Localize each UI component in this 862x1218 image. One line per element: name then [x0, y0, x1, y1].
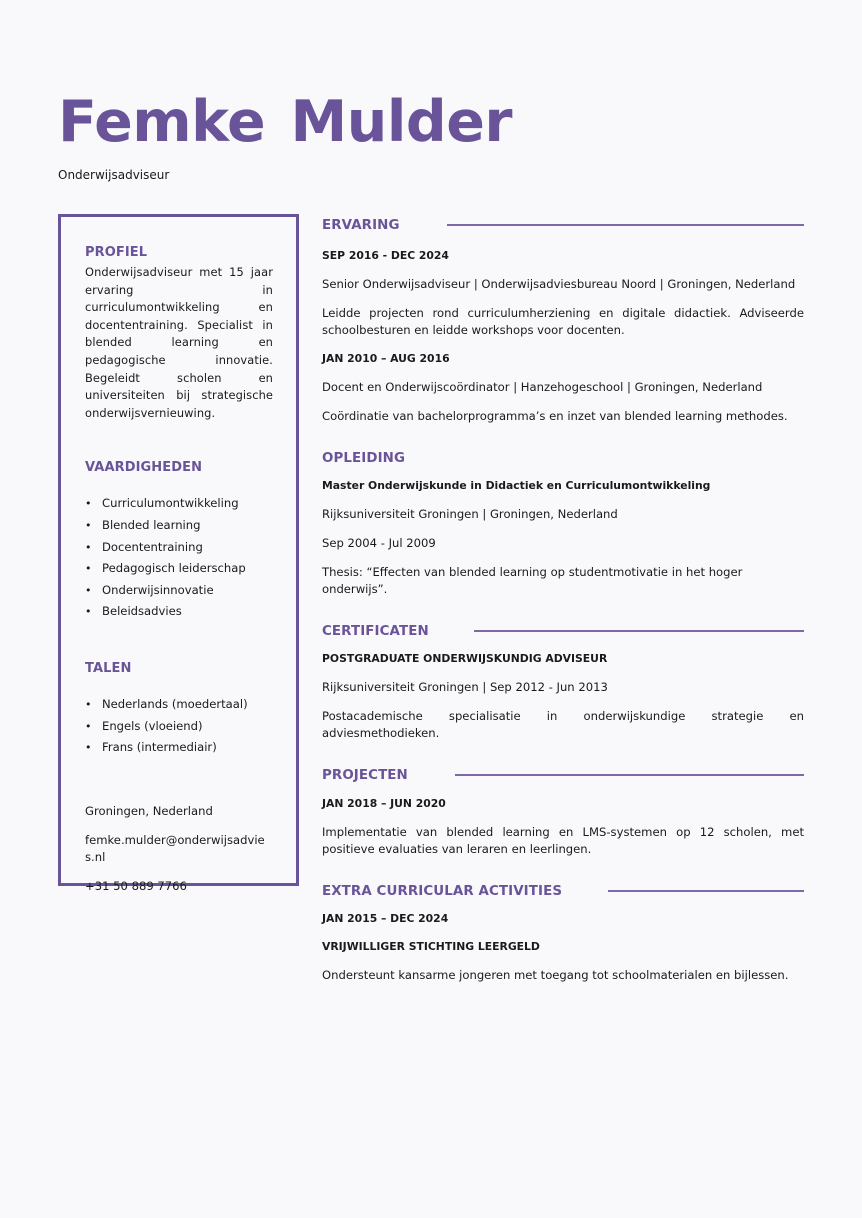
languages-list: [85, 694, 273, 759]
list-item: • Curriculumontwikkeling: [85, 493, 273, 515]
education-header: [322, 447, 804, 469]
list-item: • Blended learning: [85, 515, 273, 537]
list-item: • Onderwijsinnovatie: [85, 580, 273, 602]
profile-text: Onderwijsadviseur met 15 jaar ervaring in curriculumontwikkeling en docententraining. Specialist in blended learning en pedagogische innovatie. Begeleidt scholen en universiteiten bij strategische onderwijsvernieuwing.: [85, 265, 273, 420]
skills-heading: VAARDIGHEDEN: [85, 460, 203, 476]
education-thesis: Thesis: “Effecten van blended learning op studentmotivatie in het hoger onderwijs”.: [322, 565, 743, 596]
certificates-header: [322, 620, 804, 642]
experience-header: [322, 214, 804, 236]
experience-period: JAN 2010 – AUG 2016: [322, 352, 450, 365]
project-description: Implementatie van blended learning en LMS-systemen op 12 scholen, met positieve evaluaties van leraren en leerlingen.: [322, 825, 804, 856]
job-title: Onderwijsadviseur: [58, 168, 170, 182]
contact-section: [85, 803, 273, 895]
main-content: [322, 214, 804, 984]
contact-location: Groningen, Nederland: [85, 803, 213, 818]
contact-email[interactable]: femke.mulder@onderwijsadvies.nl: [85, 832, 265, 864]
extra-description: Ondersteunt kansarme jongeren met toegang tot schoolmaterialen en bijlessen.: [322, 968, 789, 982]
experience-section: [322, 214, 804, 425]
education-section: [322, 447, 804, 598]
education-degree: Master Onderwijskunde in Didactiek en Curriculumontwikkeling: [322, 479, 711, 492]
extra-period: JAN 2015 – DEC 2024: [322, 912, 449, 925]
experience-period: SEP 2016 - DEC 2024: [322, 249, 449, 262]
candidate-name: Femke Mulder: [58, 89, 512, 155]
extra-heading: EXTRA CURRICULAR ACTIVITIES: [322, 883, 563, 899]
experience-role: Docent en Onderwijscoördinator | Hanzehogeschool | Groningen, Nederland: [322, 380, 763, 394]
profile-heading: PROFIEL: [85, 245, 148, 260]
extra-section: [322, 880, 804, 984]
section-divider: [608, 890, 804, 892]
projects-section: [322, 764, 804, 858]
certificates-heading: CERTIFICATEN: [322, 623, 429, 639]
contact-phone[interactable]: +31 50 889 7766: [85, 878, 187, 893]
extra-title: VRIJWILLIGER STICHTING LEERGELD: [322, 940, 540, 953]
languages-section: [85, 660, 273, 759]
projects-heading: PROJECTEN: [322, 767, 408, 783]
extra-header: [322, 880, 804, 902]
certificate-description: Postacademische specialisatie in onderwijskundige strategie en adviesmethodieken.: [322, 709, 804, 740]
experience-role: Senior Onderwijsadviseur | Onderwijsadviesbureau Noord | Groningen, Nederland: [322, 277, 796, 291]
profile-section: [85, 244, 273, 422]
list-item: • Nederlands (moedertaal): [85, 694, 273, 716]
list-item: • Docententraining: [85, 537, 273, 559]
skills-list: [85, 493, 273, 623]
education-institution: Rijksuniversiteit Groningen | Groningen, Nederland: [322, 507, 618, 521]
list-item: • Pedagogisch leiderschap: [85, 558, 273, 580]
experience-description: Leidde projecten rond curriculumherziening en digitale didactiek. Adviseerde schoolbesturen en leidde workshops voor docenten.: [322, 306, 804, 337]
list-item: • Engels (vloeiend): [85, 716, 273, 738]
certificate-institution: Rijksuniversiteit Groningen | Sep 2012 - Jun 2013: [322, 680, 608, 694]
experience-heading: ERVARING: [322, 217, 400, 233]
languages-heading: TALEN: [85, 660, 132, 676]
education-heading: OPLEIDING: [322, 450, 406, 466]
skills-section: [85, 459, 273, 623]
certificates-section: [322, 620, 804, 742]
section-divider: [474, 630, 804, 632]
list-item: • Beleidsadvies: [85, 601, 273, 623]
experience-description: Coördinatie van bachelorprogramma’s en inzet van blended learning methodes.: [322, 409, 788, 423]
projects-header: [322, 764, 804, 786]
sidebar: [58, 214, 299, 893]
education-period: Sep 2004 - Jul 2009: [322, 536, 436, 550]
certificate-title: POSTGRADUATE ONDERWIJSKUNDIG ADVISEUR: [322, 652, 608, 665]
project-period: JAN 2018 – JUN 2020: [322, 797, 446, 810]
section-divider: [447, 224, 804, 226]
section-divider: [455, 774, 804, 776]
list-item: • Frans (intermediair): [85, 737, 273, 759]
